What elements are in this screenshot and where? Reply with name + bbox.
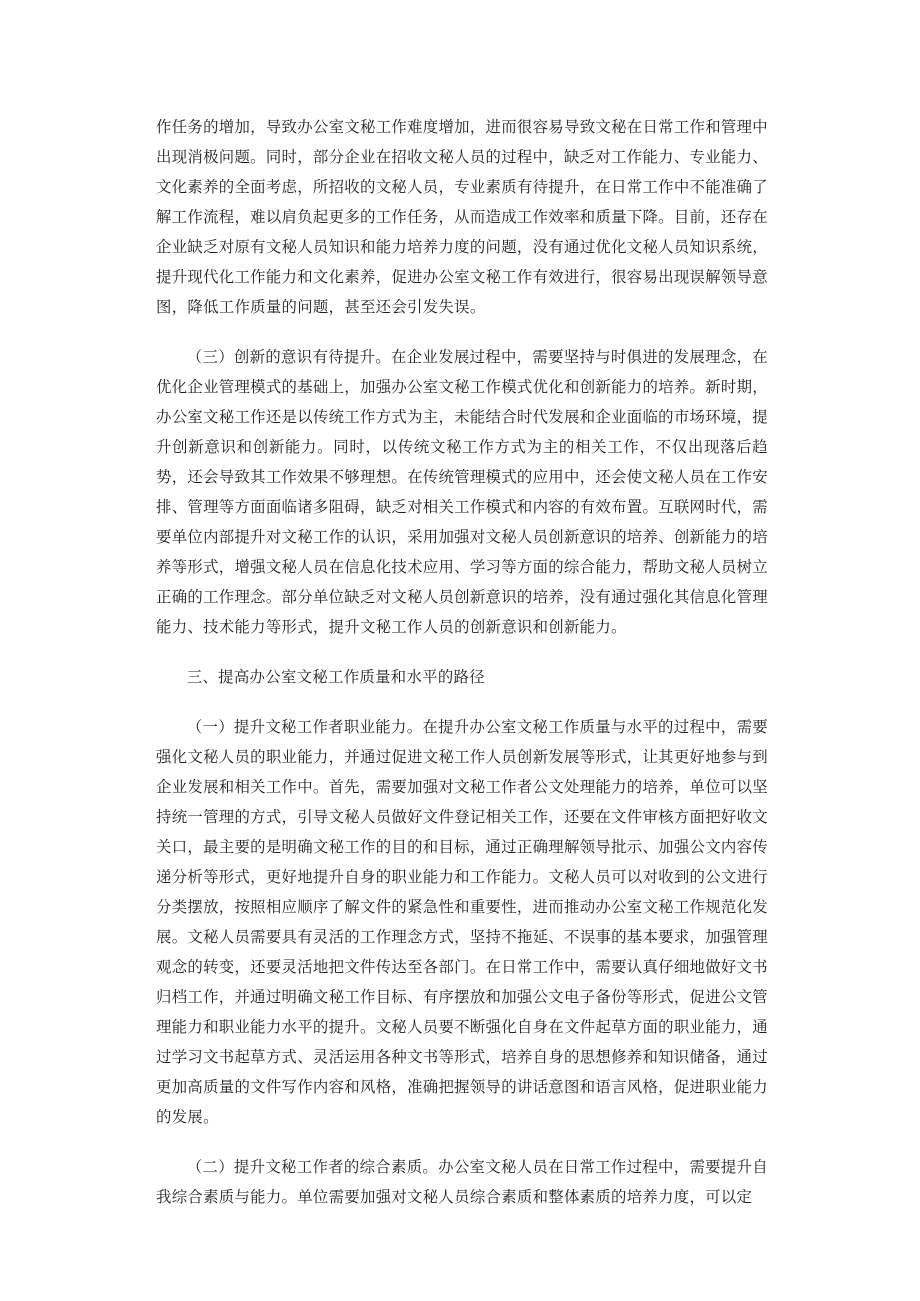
section-heading-3: 三、提高办公室文秘工作质量和水平的路径 — [186, 668, 485, 686]
document-page — [156, 112, 768, 1232]
paragraph-professional-ability: （一）提升文秘工作者职业能力。在提升办公室文秘工作质量与水平的过程中，需要强化文秘人员的职业能力，并通过促进文秘工作人员创新发展等形式，让其更好地参与到企业发展和相关工作中。首先，需要加强对文秘工作者公文处理能力的培养，单位可以坚持统一管理的方式，引导文秘人员做好文件登记相关工作，还要在文件审核方面把好收文关口，最主要的是明确文秘工作的目的和目标，通过正确理解领导批示、加强公文内容传递分析等形式，更好地提升自身的职业能力和工作能力。文秘人员可以对收到的公文进行分类摆放，按照相应顺序了解文件的紧急性和重要性，进而推动办公室文秘工作规范化发展。文秘人员需要具有灵活的工作理念方式，坚持不拖延、不误事的基本要求，加强管理观念的转变，还要灵活地把文件传达至各部门。在日常工作中，需要认真仔细地做好文书归档工作，并通过明确文秘工作目标、有序摆放和加强公文电子备份等形式，促进公文管理能力和职业能力水平的提升。文秘人员要不断强化自身在文件起草方面的职业能力，通过学习文书起草方式、灵活运用各种文书等形式，培养自身的思想修养和知识储备，通过更加高质量的文件写作内容和风格，准确把握领导的讲话意图和语言风格，促进职业能力的发展。 — [156, 718, 768, 1126]
paragraph-continuation: 作任务的增加，导致办公室文秘工作难度增加，进而很容易导致文秘在日常工作和管理中出现消极问题。同时，部分企业在招收文秘人员的过程中，缺乏对工作能力、专业能力、文化素养的全面考虑，所招收的文秘人员，专业素质有待提升，在日常工作中不能准确了解工作流程，难以肩负起更多的工作任务，从而造成工作效率和质量下降。目前，还存在企业缺乏对原有文秘人员知识和能力培养力度的问题，没有通过优化文秘人员知识系统，提升现代化工作能力和文化素养，促进办公室文秘工作有效进行，很容易出现误解领导意图，降低工作质量的问题，甚至还会引发失误。 — [156, 118, 768, 316]
paragraph-innovation-awareness: （三）创新的意识有待提升。在企业发展过程中，需要坚持与时俱进的发展理念，在优化企业管理模式的基础上，加强办公室文秘工作模式优化和创新能力的培养。新时期，办公室文秘工作还是以传统工作方式为主，未能结合时代发展和企业面临的市场环境，提升创新意识和创新能力。同时，以传统文秘工作方式为主的相关工作，不仅出现落后趋势，还会导致其工作效果不够理想。在传统管理模式的应用中，还会使文秘人员在工作安排、管理等方面面临诸多阻碍，缺乏对相关工作模式和内容的有效布置。互联网时代，需要单位内部提升对文秘工作的认识，采用加强对文秘人员创新意识的培养、创新能力的培养等形式，增强文秘人员在信息化技术应用、学习等方面的综合能力，帮助文秘人员树立正确的工作理念。部分单位缺乏对文秘人员创新意识的培养，没有通过强化其信息化管理能力、技术能力等形式，提升文秘工作人员的创新意识和创新能力。 — [156, 348, 768, 636]
paragraph-comprehensive-quality: （二）提升文秘工作者的综合素质。办公室文秘人员在日常工作过程中，需要提升自我综合素质与能力。单位需要加强对文秘人员综合素质和整体素质的培养力度，可以定 — [156, 1158, 768, 1206]
